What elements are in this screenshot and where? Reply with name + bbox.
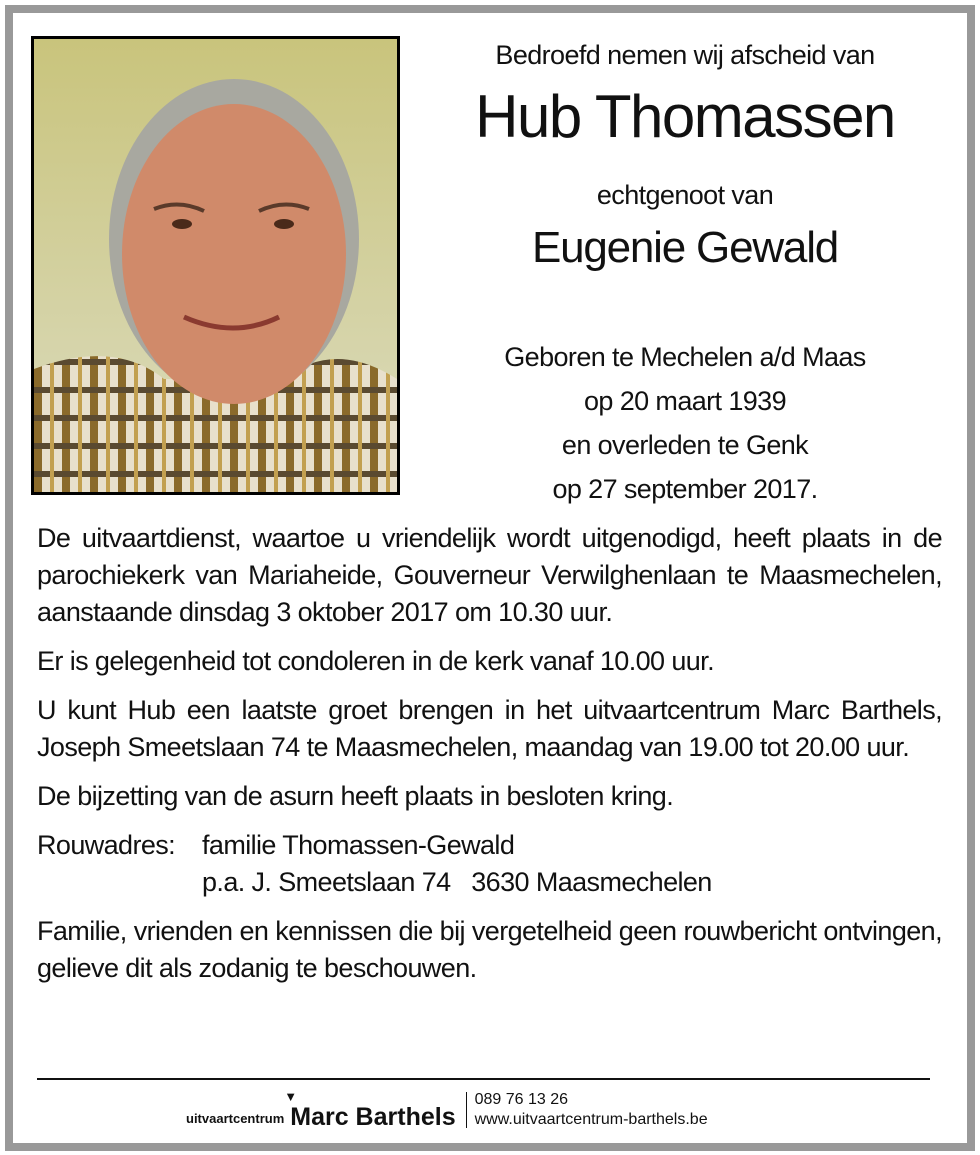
deceased-name: Hub Thomassen — [475, 83, 895, 150]
divider — [37, 1078, 930, 1080]
funeral-service-text: De uitvaartdienst, waartoe u vriendelijk wordt uitgenodigd, heeft plaats in de parochiekerk van Mariaheide, Gouverneur Verwilghenlaan te Maasmechelen, aanstaande dinsdag 3 oktober 2017 om 10.30 uur. — [37, 523, 942, 627]
farewell-text: U kunt Hub een laatste groet brengen in het uitvaartcentrum Marc Barthels, Joseph Smeetslaan 74 te Maasmechelen, maandag van 19.00 tot 20.00 uur. — [37, 695, 942, 762]
portrait-photo — [31, 36, 400, 495]
footer-separator — [466, 1092, 467, 1128]
logo-small-text: uitvaartcentrum — [186, 1111, 285, 1126]
triangle-icon: ▼ — [284, 1089, 298, 1104]
funeral-home-footer — [186, 1090, 708, 1132]
birth-place: Geboren te Mechelen a/d Maas — [504, 342, 866, 372]
birth-date: op 20 maart 1939 — [583, 386, 787, 416]
website-link[interactable]: www.uitvaartcentrum-barthels.be — [474, 1111, 708, 1128]
logo-name: ▼ Marc Barthels — [284, 1089, 456, 1131]
contact-info — [475, 1090, 708, 1130]
death-place: en overleden te Genk — [561, 430, 809, 460]
phone-number: 089 76 13 26 — [474, 1091, 569, 1108]
spouse-name: Eugenie Gewald — [531, 223, 839, 272]
death-date: op 27 september 2017. — [552, 474, 818, 504]
condolence-text: Er is gelegenheid tot condoleren in de kerk vanaf 10.00 uur. — [37, 646, 714, 676]
intro-text: Bedroefd nemen wij afscheid van — [495, 40, 875, 70]
life-dates — [400, 335, 970, 511]
address-line-1: familie Thomassen-Gewald — [202, 830, 515, 860]
notice-body — [37, 520, 942, 999]
interment-text: De bijzetting van de asurn heeft plaats in besloten kring. — [37, 781, 674, 811]
relation-text: echtgenoot van — [596, 180, 774, 210]
address-line-2: p.a. J. Smeetslaan 74 3630 Maasmechelen — [202, 867, 712, 897]
mourning-address — [37, 827, 942, 901]
address-label: Rouwadres: — [37, 830, 176, 860]
family-notice-text: Familie, vrienden en kennissen die bij vergetelheid geen rouwbericht ontvingen, gelieve dit als zodanig te beschouwen. — [37, 916, 942, 983]
